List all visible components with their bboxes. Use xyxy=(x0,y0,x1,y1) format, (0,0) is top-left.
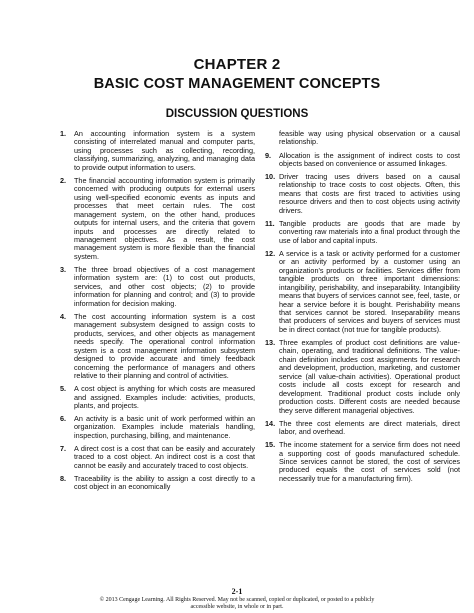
question-text: A direct cost is a cost that can be easily and accurately traced to a cost object. An indirect cost is a cost that cannot be easily and accurately traced to cost objects. xyxy=(74,443,255,470)
question-number: 11. xyxy=(265,218,275,228)
question-4 xyxy=(60,313,255,381)
question-text: Tangible products are goods that are made by converting raw materials into a final product through the use of labor and capital inputs. xyxy=(279,218,460,245)
question-number: 13. xyxy=(265,337,276,347)
question-9 xyxy=(265,152,460,169)
copyright-line-1: © 2013 Cengage Learning. All Rights Reserved. May not be scanned, copied or duplicated, or posted to a publicly xyxy=(99,597,375,603)
chapter-number: CHAPTER 2 xyxy=(193,56,281,73)
question-6 xyxy=(60,415,255,440)
left-column xyxy=(60,130,255,496)
question-number: 1. xyxy=(60,129,67,138)
question-text: An activity is a basic unit of work performed within an organization. Examples include materials handling, inspection, purchasing, billing, and maintenance. xyxy=(74,414,255,440)
question-14 xyxy=(265,420,460,437)
question-text: The income statement for a service firm does not need a supporting cost of goods manufactured schedule. Since services cannot be stored, the cost of services produced equals the cost of services sold (not necessarily true for a manufacturing firm). xyxy=(279,440,460,483)
question-number: 4. xyxy=(60,311,67,321)
question-number: 10. xyxy=(265,172,276,181)
question-8-continued: feasible way using physical observation or a causal relationship. xyxy=(279,129,460,147)
question-2 xyxy=(60,177,255,262)
chapter-title: BASIC COST MANAGEMENT CONCEPTS xyxy=(93,76,381,92)
question-number: 6. xyxy=(60,414,67,424)
right-column xyxy=(265,130,460,488)
question-number: 15. xyxy=(265,440,276,450)
question-15 xyxy=(265,441,460,483)
question-number: 5. xyxy=(60,384,67,394)
question-text: Three examples of product cost definitions are value-chain, operating, and traditional definitions. The value-chain definition includes cost assignments for research and development, production, marketing, and customer service (all value-chain activities). Operational product costs include all costs except for research and development. Traditional product costs include only production costs. Different costs are needed because they serve different managerial objectives. xyxy=(279,337,460,415)
question-number: 8. xyxy=(60,473,67,483)
question-text: A service is a task or activity performed for a customer or an activity performed by a customer using an organization's products or facilities. Services differ from tangible products on three important dimensions: intangibility, perishability, and inseparability. Intangibility means that buyers of services cannot see, feel, taste, or hear a service before it is bought. Perishability means that services cannot be stored. Inseparability means that producers of services and buyers of services must be in direct contact (not true for tangible products). xyxy=(279,248,460,334)
question-number: 7. xyxy=(60,443,67,453)
question-12 xyxy=(265,250,460,335)
question-5 xyxy=(60,385,255,410)
question-13 xyxy=(265,339,460,415)
copyright-line-2: accessible website, in whole or in part. xyxy=(190,604,284,610)
question-7 xyxy=(60,445,255,470)
question-1 xyxy=(60,130,255,172)
question-text: A cost object is anything for which costs are measured and assigned. Examples include: activities, products, plants, and projects. xyxy=(74,384,255,410)
page-number: 2-1 xyxy=(231,587,243,596)
question-8 xyxy=(60,475,255,492)
question-number: 2. xyxy=(60,175,67,185)
question-text: The three cost elements are direct materials, direct labor, and overhead. xyxy=(279,418,460,437)
question-text: The cost accounting information system is a cost management subsystem designed to assign costs to products, services, and other objects as management needs specify. The operational control information system is a cost management information subsystem designed to provide accurate and timely feedback concerning the performance of managers and others relative to their planning and control of activities. xyxy=(74,311,255,381)
question-text: An accounting information system is a system consisting of interrelated manual and computer parts, using processes such as collecting, recording, classifying, summarizing, analyzing, and managing data to provide output information to users. xyxy=(74,129,255,172)
question-text: Allocation is the assignment of indirect costs to cost objects based on convenience or assumed linkages. xyxy=(279,150,460,168)
question-text: The financial accounting information system is primarily concerned with producing outputs for external users using well-specified economic events as inputs and processes that meet certain rules. The cost management system, on the other hand, produces outputs for internal users, and the criteria that govern inputs and processes are directly related to management objectives. As a result, the cost management system is more flexible than the financial system. xyxy=(74,175,255,261)
question-10 xyxy=(265,173,460,215)
section-heading: DISCUSSION QUESTIONS xyxy=(165,108,309,120)
question-number: 12. xyxy=(265,248,276,258)
question-text: Traceability is the ability to assign a cost directly to a cost object in an economically xyxy=(74,473,255,492)
question-text: Driver tracing uses drivers based on a causal relationship to trace costs to cost objects. Often, this means that costs are first traced to activities using resource drivers and then to cost objects using activity drivers. xyxy=(279,172,460,215)
question-number: 9. xyxy=(265,150,272,160)
question-text: The three broad objectives of a cost management information system are: (1) to cost out products, services, and other cost objects; (2) to provide information for planning and control; and (3) to provide information for decision making. xyxy=(74,264,255,308)
question-number: 14. xyxy=(265,418,276,428)
question-number: 3. xyxy=(60,264,67,274)
question-11 xyxy=(265,220,460,245)
question-3 xyxy=(60,266,255,308)
